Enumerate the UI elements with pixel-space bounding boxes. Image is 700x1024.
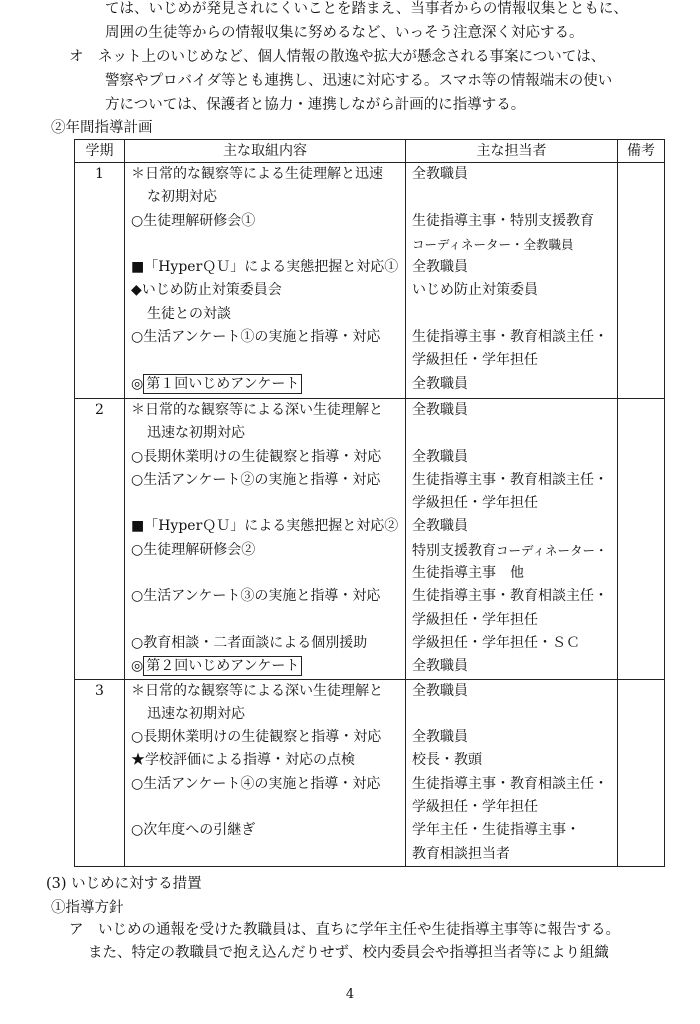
activity-line (125, 655, 405, 678)
table-row (75, 679, 665, 866)
header-staff: 主な担当者 (406, 140, 618, 163)
activity-line: ■「HyperＱＵ」による実態把握と対応② (131, 518, 399, 535)
intro-line-2: 周囲の生徒等からの情報収集に努めるなど、いっそう注意深く対応する。 (105, 25, 584, 41)
activity-line (125, 843, 405, 866)
staff-line (406, 303, 617, 326)
header-remarks: 備考 (618, 140, 665, 163)
activity-line: ○教育相談・二者面談による個別援助 (131, 634, 368, 651)
term-number: 3 (75, 679, 125, 866)
staff-line: 生徒指導主事・教育相談主任・ (412, 775, 608, 792)
annual-plan-table (74, 139, 665, 867)
staff-line: 全教職員 (412, 402, 468, 418)
activity-line (125, 562, 405, 585)
staff-line-main: 特別支援教育 (412, 542, 496, 559)
activity-line: ＊日常的な観察等による深い生徒理解と (131, 402, 383, 418)
remarks-cell (618, 163, 665, 399)
staff-line: 全教職員 (412, 658, 468, 675)
double-circle-mark: ◎ (131, 375, 144, 392)
intro-line-5: 方については、保護者と協力・連携しながら計画的に指導する。 (105, 97, 526, 113)
activity-line (125, 349, 405, 372)
staff-line (406, 422, 617, 445)
activity-line (125, 492, 405, 515)
activity-cell (125, 399, 406, 680)
header-term: 学期 (75, 140, 125, 163)
activity-line: ○次年度への引継ぎ (131, 822, 256, 839)
staff-line: 教育相談担当者 (412, 845, 510, 862)
staff-line: 全教職員 (412, 375, 468, 392)
header-activity: 主な取組内容 (125, 140, 406, 163)
staff-line: 全教職員 (412, 166, 468, 182)
closing-line-1: ア いじめの通報を受けた教職員は、直ちに学年主任や生徒指導主事等に報告する。 (69, 922, 620, 938)
staff-cell (406, 163, 618, 399)
staff-line (406, 703, 617, 726)
activity-line: ＊日常的な観察等による生徒理解と迅速 (131, 166, 383, 182)
staff-line: 学級担任・学年担任 (412, 352, 538, 369)
activity-cell (125, 679, 406, 866)
staff-line: 全教職員 (412, 518, 468, 535)
table-header-row (75, 140, 665, 163)
activity-line (125, 373, 405, 396)
remarks-cell (618, 679, 665, 866)
intro-line-3: オ ネット上のいじめなど、個人情報の散逸や拡大が懸念される事案については、 (69, 49, 606, 65)
staff-cell (406, 679, 618, 866)
staff-line: 生徒指導主事・教育相談主任・ (412, 329, 608, 346)
activity-line (125, 233, 405, 256)
activity-line: ○生徒理解研修会① (131, 212, 256, 229)
staff-cell (406, 399, 618, 680)
activity-line: ○生活アンケート③の実施と指導・対応 (131, 588, 381, 605)
activity-line: ○生活アンケート②の実施と指導・対応 (131, 471, 381, 488)
activity-line: ○生活アンケート④の実施と指導・対応 (131, 775, 381, 792)
activity-line: 迅速な初期対応 (147, 425, 245, 442)
double-circle-mark: ◎ (131, 658, 144, 675)
page-number: 4 (345, 987, 355, 1002)
staff-line: 生徒指導主事・教育相談主任・ (412, 471, 608, 488)
intro-line-1: ては、いじめが発見されにくいことを踏まえ、当事者からの情報収集とともに、 (105, 1, 628, 17)
term-number: 2 (75, 399, 125, 680)
staff-line: 生徒指導主事・特別支援教育 (412, 212, 594, 229)
staff-line: コーディネーター・全教職員 (412, 236, 574, 252)
term-number: 1 (75, 163, 125, 399)
staff-line: いじめ防止対策委員 (412, 282, 538, 299)
activity-line: ○長期休業明けの生徒観察と指導・対応 (131, 448, 382, 465)
activity-line: ◆いじめ防止対策委員会 (131, 282, 282, 299)
activity-line: ○生徒理解研修会② (131, 541, 256, 558)
staff-line: 生徒指導主事 他 (412, 565, 524, 582)
survey-label-boxed: 第２回いじめアンケート (143, 656, 302, 676)
staff-line: 学年主任・生徒指導主事・ (412, 822, 580, 839)
section-title: ②年間指導計画 (51, 120, 153, 136)
activity-cell (125, 163, 406, 399)
activity-line: ★学校評価による指導・対応の点検 (131, 752, 355, 769)
staff-line: 全教職員 (412, 682, 468, 699)
staff-line: 全教職員 (412, 259, 468, 276)
activity-line: ■「HyperＱＵ」による実態把握と対応① (131, 259, 399, 276)
staff-line: 全教職員 (412, 448, 468, 465)
subsection-title: ①指導方針 (51, 900, 124, 916)
activity-line: ＊日常的な観察等による深い生徒理解と (131, 682, 383, 699)
section3-title: (3) いじめに対する措置 (46, 876, 202, 892)
staff-line: 学級担任・学年担任 (412, 611, 538, 628)
activity-line: 生徒との対談 (147, 305, 231, 322)
staff-line: 学級担任・学年担任・ＳＣ (412, 634, 580, 651)
staff-line (406, 539, 617, 562)
activity-line (125, 796, 405, 819)
staff-line: 全教職員 (412, 729, 468, 746)
activity-line: ○生活アンケート①の実施と指導・対応 (131, 329, 381, 346)
staff-line-small: コーディネーター・ (496, 542, 608, 558)
table-row (75, 399, 665, 680)
staff-line: 生徒指導主事・教育相談主任・ (412, 588, 608, 605)
staff-line: 校長・教頭 (412, 752, 482, 769)
table-row (75, 163, 665, 399)
intro-line-4: 警察やプロバイダ等とも連携し、迅速に対応する。スマホ等の情報端末の使い (105, 73, 613, 89)
activity-line: な初期対応 (147, 189, 217, 206)
activity-line: 迅速な初期対応 (147, 705, 245, 722)
closing-line-2: また、特定の教職員で抱え込んだりせず、校内委員会や指導担当者等により組織 (88, 945, 609, 961)
staff-line: 学級担任・学年担任 (412, 495, 538, 512)
staff-line (406, 186, 617, 209)
survey-label-boxed: 第１回いじめアンケート (143, 374, 302, 394)
staff-line: 学級担任・学年担任 (412, 799, 538, 816)
remarks-cell (618, 399, 665, 680)
activity-line: ○長期休業明けの生徒観察と指導・対応 (131, 729, 382, 746)
activity-line (125, 609, 405, 632)
